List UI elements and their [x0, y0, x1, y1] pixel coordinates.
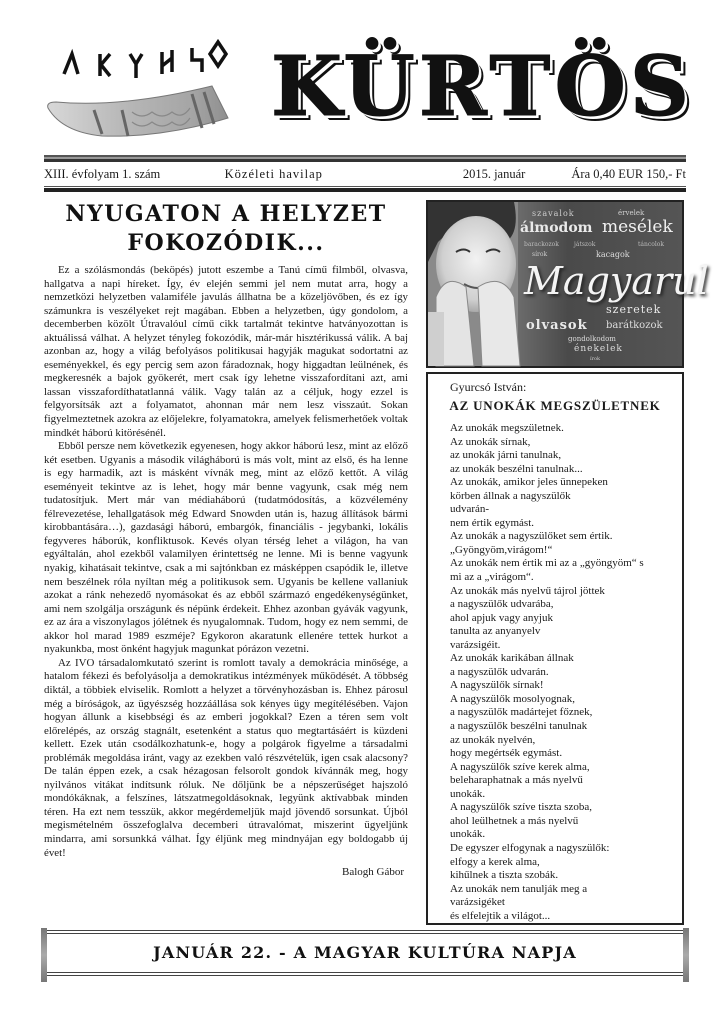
poem-box: [426, 372, 684, 925]
poem-line: a nagyszülők udvarába,: [450, 598, 554, 611]
article-headline: [44, 200, 408, 258]
masthead-infobar: [44, 163, 686, 185]
article-paragraph: Ez a szólásmondás (beköpés) jutott eszembe a Tanú című filmből, olvasva, hallgatva a napi híreket. Így, év elején semmi jel nem mutat arra, hogy a nemzetközi helyzetben valamiféle javulás állhatna be a közeljövőben, és ez így számunkra is veszélyeket rejt magában. Ebben a helyzetben, úgy gondolom, a decemberben közölt Útravalóul című cikk tartalmát tekintve hatványozottan is aktuálissá válhat. A helyzet tényleg fokozódik, már-már hisztérikussá válik. A baj azonban az, hogy a világ befolyásos politikusai hagyják magukat sodortatni az eseményekkel, és egy percig sem azon fáradoznak, hogy higgadtan leülnének, és megkeresnék a bajok gyökerét, mert csak így lehetne visszafordítani azt, ami lassan visszafordíthatatlanná válik. Vagy talán az a céljuk, hogy ezzel is felgyorsítsák azt a folyamatot, ahonnan már nem lesz visszaút. Sokan figyelmeztetnek azokra az előjelekre, folyamatokra, amelyek felismerhetőek voltak mindkét háború kitörésénél.: [44, 264, 408, 439]
culture-day-banner: [44, 930, 686, 976]
word-magyarul: Magyarul: [524, 259, 709, 303]
poem-line: Az unokák más nyelvű tájrol jöttek: [450, 584, 605, 597]
poem-line: mi az a „virágom“.: [450, 571, 534, 584]
poem-line: Az unokák nem értik mi az a „gyöngyöm“ s: [450, 557, 644, 570]
article-body: [44, 264, 408, 860]
word-kacagok: kacagok: [596, 250, 630, 259]
article-paragraph: Az IVO társadalomkutató szerint is romlott tavaly a demokrácia minősége, a hatalom fékezi és befolyásolja a demokratikus intézmények működését. A többség diktál, a többiek elviselik. Romlott a helyzet a törvényhozásban is. Ehhez párosul még a bíróságok, az ügyészség hozzáállása sok kényes ügy megítélésében. Vajon hogyan állunk a kisebbségi és az emberi jogokkal? Ezen a téren sem volt előrelépés, az ország stagnált, esetenként a status quo megtartásáért is küzdeni kellett. Ezek után csodálkozhatunk-e, hogy a polgárok figyelme a társadalmi problémák megoldása iránt, vagy az ezekben való részvételük, igen csak alacsony? De talán éppen ezek, a csak hézagosan felsorolt gondok kívánnák meg, hogy nyilvános vitákat indítsunk róluk. Ne dőljünk be a népszerűséget hajszoló mondókáknak, a felszínes, látszatmegoldásoknak, legyünk aktívabbak minden téren. Ha ezt nem tesszük, akkor megérdemeljük majd jövendő sorsunkat. Újból megismételném összefoglalva decemberi útravalómat, miszerint ügyeljünk mindarra, ami sorsunkká válhat. Így éljünk meg mindnyájan egy boldogabb új évet!: [44, 656, 408, 859]
poem-line: körben állnak a nagyszülők: [450, 489, 571, 502]
magyarul-word-cloud-photo: [426, 200, 709, 368]
poem-line: Az unokák a nagyszülőket sem értik.: [450, 530, 613, 543]
publication-type: Közéleti havilap: [224, 166, 323, 181]
poem-line: az unokák járni tanulnak,: [450, 449, 562, 462]
poem-line: és elfelejtik a világot...: [450, 909, 551, 922]
poem-line: A nagyszülők sírnak!: [450, 679, 544, 692]
poem-line: az unokák beszélni tanulnak...: [450, 462, 583, 475]
word-barackozok: barackozok: [524, 241, 559, 248]
poem-line: udvarán-: [450, 503, 490, 516]
poem-line: A nagyszülők szíve tiszta szoba,: [450, 801, 593, 814]
poem-line: A nagyszülők szíve kerek alma,: [450, 760, 590, 773]
poem-author: Gyurcsó István:: [450, 380, 527, 394]
word-irok: írok: [590, 356, 601, 362]
poem-line: a nagyszülők udvarán.: [450, 665, 549, 678]
poem-line: unokák.: [450, 828, 486, 841]
poem-line: nem értik egymást.: [450, 516, 535, 529]
poem-line: kihűlnek a tiszta szobák.: [450, 869, 559, 882]
volume-number: XIII. évfolyam 1. szám: [44, 166, 161, 181]
headline-line-1: NYUGATON A HELYZET: [65, 201, 387, 227]
banner-text: JANUÁR 22. - A MAGYAR KULTÚRA NAPJA: [153, 943, 577, 962]
article-author: Balogh Gábor: [341, 866, 404, 879]
poem-line: De egyszer elfogynak a nagyszülők:: [450, 841, 610, 854]
headline-line-2: FOKOZÓDIK...: [127, 230, 325, 256]
poem-line: Az unokák sírnak,: [450, 435, 531, 448]
word-szavalok: szavalok: [532, 209, 575, 218]
word-sirok: sírok: [532, 251, 548, 258]
poem-line: ahol apjuk vagy anyjuk: [450, 611, 553, 624]
article-paragraph: Ebből persze nem következik egyenesen, hogy akkor háború lesz, mint az előző két esetben. Ugyanis a második világháború is más volt, mint az első, és ha lenne is egy harmadik, azt is másként vívnák meg, mint az előző kettőt. A világ eseményeit tekintve az is lehet, hogy már benne vagyunk, csak még nem tudatosítjuk. Mert már van médiaháború (tudatmódosítás, a közvélemény félrevezetése, lehallgatások még Edward Snowden után is, hazug állítások bármi kirobbantására…), gazdasági háború, embargók, financiális - jegybanki, lokális fegyveres háborúk, konfliktusok. Kevés olyan térség lehet a világon, ha van egyáltalán, ahol ezekből valamilyen érintettség ne lenne. Mi is benne vagyunk nyakig, kihatásait tekintve, csak a mi sajtónkban ez másképpen csapódik le, illetve nem beszélnek róla nyíltan még a politikusok sem. Ugyanis be kellene vallaniuk azokat a ránk nehezedő nyomásokat és az ebből származó engedékenységünket, ami nem szolgálja országunk és népünk érdekeit. Ehhez azonban gyávák vagyunk, ez az ára a viszonylagos jólétnek és nyugalomnak. Tudom, hogy ez nem semmi, de akkor hol marad 1989 eszméje? Egykoron akaratunk ellenére tettek hurkot a nyakunkba, most önként hagyjuk magunkat pórázon vezetni.: [44, 440, 408, 656]
poem-line: unokák.: [450, 787, 486, 800]
word-olvasok: olvasok: [526, 318, 588, 333]
poem-lines: [450, 422, 676, 923]
issue-date: 2015. január: [462, 166, 526, 181]
poem-line: Az unokák, amikor jeles ünnepeken: [450, 476, 608, 489]
poem-line: beleharaphatnak a más nyelvű: [450, 774, 583, 787]
editorial-article: [44, 200, 408, 878]
poem-line: az unokák nyelvén,: [450, 733, 536, 746]
word-gondolkodom: gondolkodom: [568, 335, 616, 343]
rovas-logo-text: [58, 42, 228, 78]
newspaper-title: KÜRTÖS: [270, 39, 694, 135]
horn-logo: [42, 72, 232, 152]
word-enekelek: énekelek: [574, 344, 623, 354]
poem-line: a nagyszülők madártejet főznek,: [450, 706, 593, 719]
word-jatszok: játszok: [574, 241, 596, 248]
poem-line: A nagyszülők mosolyognak,: [450, 692, 575, 705]
masthead-rule-top: [44, 155, 686, 162]
horn-icon: [42, 72, 232, 152]
word-ervelek: érvelek: [618, 209, 645, 217]
poem-title: AZ UNOKÁK MEGSZÜLETNEK: [449, 398, 661, 413]
poem-line: a nagyszülők beszélni tanulnak: [450, 720, 588, 733]
poem-line: „Gyöngyöm,virágom!“: [450, 543, 553, 556]
poem-line: varázsigéket: [450, 896, 505, 909]
price: Ára 0,40 EUR 150,- Ft: [571, 166, 686, 181]
word-almodom: álmodom: [520, 220, 593, 236]
word-tancolok: táncolok: [638, 241, 664, 248]
poem-line: Az unokák karikában állnak: [450, 652, 574, 665]
poem-line: varázsigéit.: [450, 638, 501, 651]
word-meselek: mesélek: [602, 217, 673, 237]
poem-line: hogy megértsék egymást.: [450, 747, 563, 760]
word-szeretek: szeretek: [606, 303, 662, 316]
poem-line: tanulta az anyanyelv: [450, 625, 541, 638]
poem-line: elfogy a kerek alma,: [450, 855, 540, 868]
poem-line: ahol leülhetnek a más nyelvű: [450, 814, 579, 827]
masthead-rule-bottom: [44, 186, 686, 192]
word-baratkozok: barátkozok: [606, 320, 663, 331]
poem-line: Az unokák megszületnek.: [450, 422, 564, 434]
poem-line: Az unokák nem tanulják meg a: [450, 882, 588, 895]
